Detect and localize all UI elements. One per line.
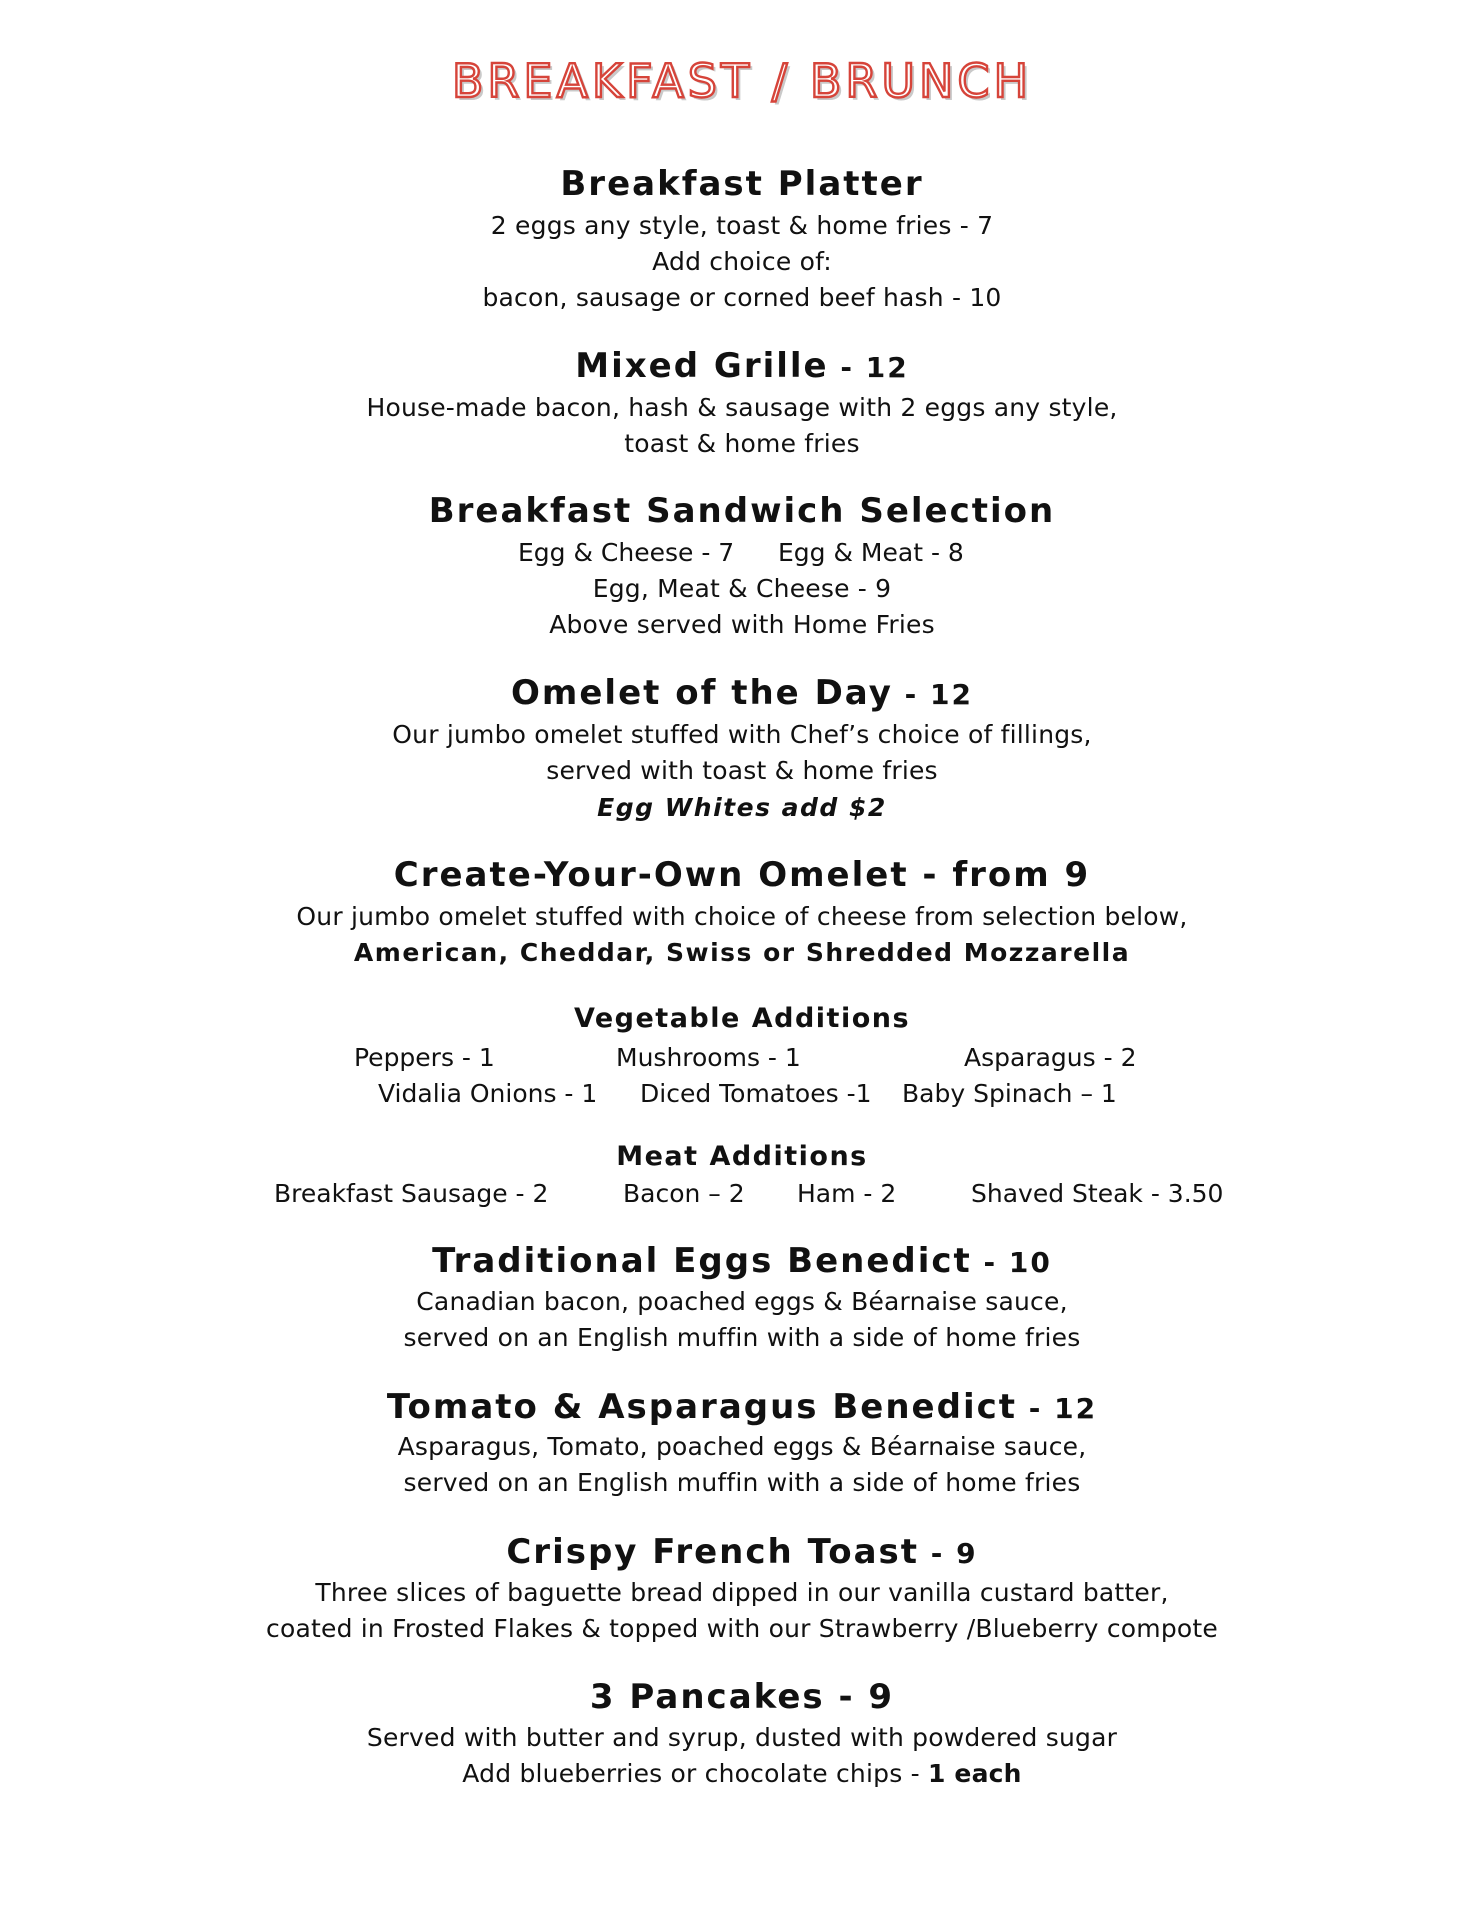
meat-steak: Shaved Steak - 3.50 xyxy=(971,1179,1224,1208)
omelet-day-desc-2: served with toast & home fries xyxy=(546,756,938,785)
breakfast-platter-heading: Breakfast Platter xyxy=(560,164,924,204)
omelet-own-cheeses: American, Cheddar, Swiss or Shredded Mozzarella xyxy=(353,938,1131,967)
french-toast-price: - 9 xyxy=(919,1537,978,1570)
omelet-day-heading xyxy=(0,673,1484,713)
omelet-day-name: Omelet of the Day xyxy=(511,673,893,713)
omelet-day-note: Egg Whites add $2 xyxy=(597,793,887,822)
pancakes-addon-price: 1 each xyxy=(927,1759,1022,1788)
breakfast-platter-addon-label: Add choice of: xyxy=(652,247,832,276)
veg-asparagus: Asparagus - 2 xyxy=(964,1043,1137,1072)
veg-onions: Vidalia Onions - 1 xyxy=(378,1079,598,1108)
mixed-grille-desc: House-made bacon, hash & sausage with 2 eggs any style, xyxy=(366,393,1118,422)
omelet-day-price: - 12 xyxy=(892,678,973,711)
tomato-benedict-heading xyxy=(0,1387,1484,1427)
sandwich-egg-cheese: Egg & Cheese - 7 xyxy=(518,538,735,567)
meat-additions-heading: Meat Additions xyxy=(616,1141,868,1172)
french-toast-desc-2: coated in Frosted Flakes & topped with our Strawberry /Blueberry compote xyxy=(266,1614,1218,1643)
pancakes-addon-text: Add blueberries or chocolate chips - xyxy=(462,1759,928,1788)
sandwich-egg-meat-cheese: Egg, Meat & Cheese - 9 xyxy=(592,574,892,603)
sandwich-heading: Breakfast Sandwich Selection xyxy=(428,491,1056,531)
sandwich-egg-meat: Egg & Meat - 8 xyxy=(778,538,964,567)
benedict-name: Traditional Eggs Benedict xyxy=(432,1241,972,1281)
tomato-benedict-price: - 12 xyxy=(1017,1392,1098,1425)
veg-spinach: Baby Spinach – 1 xyxy=(902,1079,1117,1108)
veg-peppers: Peppers - 1 xyxy=(354,1043,495,1072)
mixed-grille-desc-2: toast & home fries xyxy=(624,429,860,458)
benedict-heading xyxy=(0,1241,1484,1281)
omelet-own-heading: Create-Your-Own Omelet - from 9 xyxy=(393,855,1091,895)
veg-tomatoes: Diced Tomatoes -1 xyxy=(640,1079,872,1108)
tomato-benedict-desc: Asparagus, Tomato, poached eggs & Béarnaise sauce, xyxy=(397,1432,1087,1461)
pancakes-addon xyxy=(0,1759,1484,1788)
pancakes-desc: Served with butter and syrup, dusted with powdered sugar xyxy=(366,1723,1118,1752)
benedict-desc: Canadian bacon, poached eggs & Béarnaise sauce, xyxy=(416,1287,1068,1316)
tomato-benedict-desc-2: served on an English muffin with a side of home fries xyxy=(403,1468,1081,1497)
mixed-grille-heading xyxy=(0,346,1484,386)
mixed-grille-price: - 12 xyxy=(828,351,909,384)
meat-sausage: Breakfast Sausage - 2 xyxy=(274,1179,549,1208)
vegetable-additions-heading: Vegetable Additions xyxy=(573,1003,911,1034)
meat-bacon: Bacon – 2 xyxy=(623,1179,745,1208)
french-toast-name: Crispy French Toast xyxy=(506,1532,920,1572)
benedict-price: - 10 xyxy=(971,1246,1052,1279)
french-toast-desc: Three slices of baguette bread dipped in our vanilla custard batter, xyxy=(315,1578,1169,1607)
omelet-own-desc: Our jumbo omelet stuffed with choice of cheese from selection below, xyxy=(296,902,1188,931)
omelet-day-desc: Our jumbo omelet stuffed with Chef’s choice of fillings, xyxy=(392,720,1092,749)
meat-ham: Ham - 2 xyxy=(797,1179,897,1208)
pancakes-heading: 3 Pancakes - 9 xyxy=(589,1677,895,1717)
mixed-grille-name: Mixed Grille xyxy=(575,346,829,386)
veg-mushrooms: Mushrooms - 1 xyxy=(616,1043,801,1072)
sandwich-note: Above served with Home Fries xyxy=(549,610,935,639)
french-toast-heading xyxy=(0,1532,1484,1572)
benedict-desc-2: served on an English muffin with a side of home fries xyxy=(403,1323,1081,1352)
breakfast-platter-addon: bacon, sausage or corned beef hash - 10 xyxy=(482,283,1002,312)
menu-title: BREAKFAST / BRUNCH xyxy=(451,54,1033,108)
tomato-benedict-name: Tomato & Asparagus Benedict xyxy=(386,1387,1018,1427)
breakfast-platter-desc: 2 eggs any style, toast & home fries - 7 xyxy=(490,211,994,240)
